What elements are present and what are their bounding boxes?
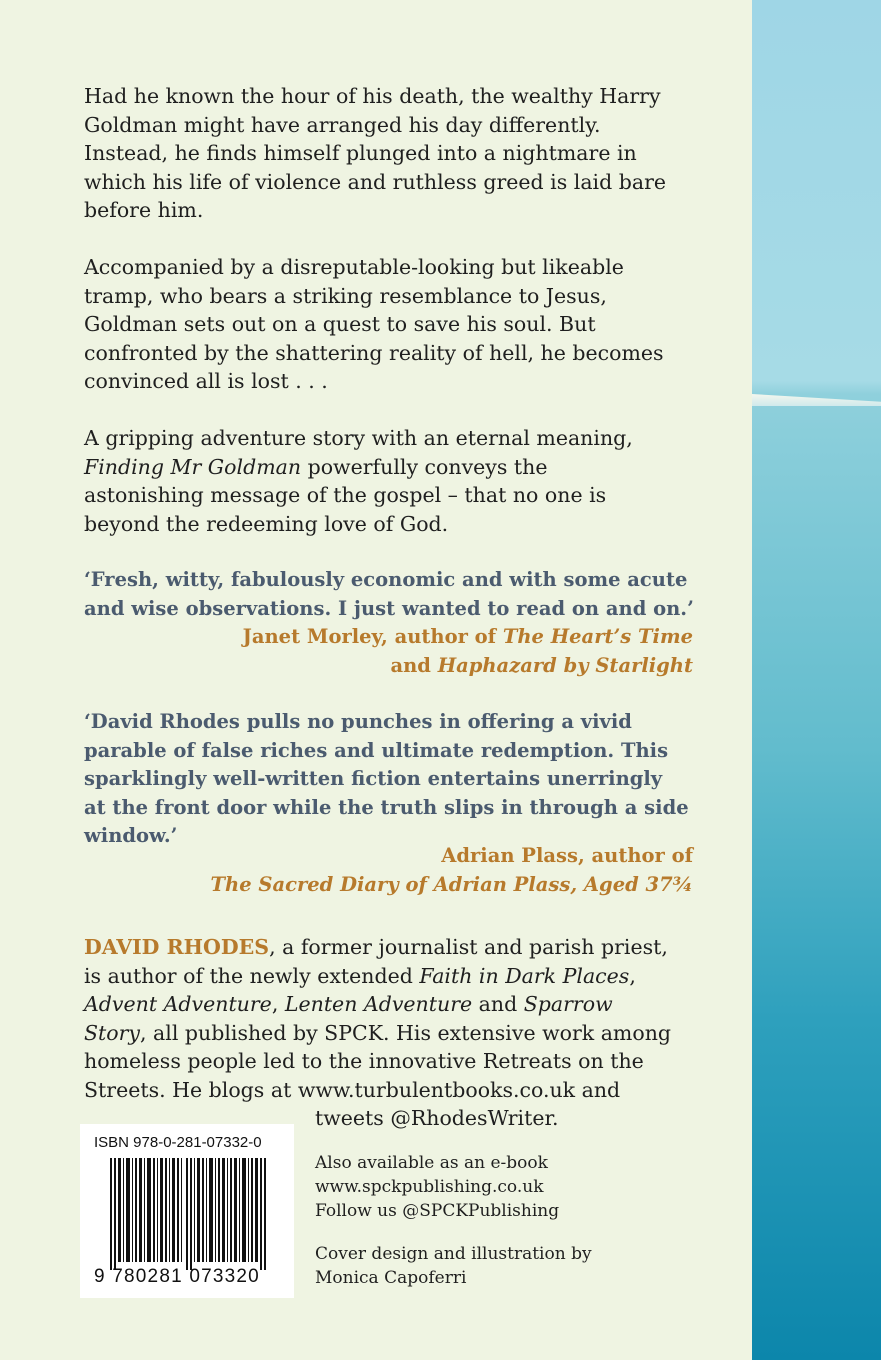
review-attribution-1 [243,623,693,680]
quote-line: ‘David Rhodes pulls no punches in offering a vivid [84,710,632,733]
review-quote-1 [84,566,694,623]
info-line: Follow us @SPCKPublishing [315,1201,560,1221]
book-title: Story [84,1020,141,1045]
blurb-paragraph-3 [84,424,694,538]
barcode-digits: 9 780281 073320 [94,1266,260,1287]
blurb-line: before him. [84,198,204,222]
blurb-paragraph-1 [84,82,694,225]
info-line: Cover design and illustration by [315,1244,592,1264]
info-line: www.spckpublishing.co.uk [315,1177,544,1197]
attribution-line [243,652,693,681]
quote-line: ‘Fresh, witty, fabulously economic and with some acute [84,568,688,591]
bio-line [84,990,694,1019]
blurb-text: powerfully conveys the [301,454,548,479]
blurb-line: Goldman sets out on a quest to save his soul. But [84,312,596,336]
bio-text: , all published by SPCK. His extensive work among [140,1020,672,1045]
bio-line [84,962,694,991]
blurb-line: astonishing message of the gospel – that no one is [84,483,607,507]
bio-line: tweets @RhodesWriter. [315,1106,559,1130]
bio-text: , [271,992,285,1016]
isbn-barcode [80,1124,294,1298]
attribution-text: Janet Morley, author of [242,625,503,648]
quote-line: at the front door while the truth slips in through a side [84,795,689,819]
book-title: Sparrow [523,992,613,1016]
cover-sea-strip [752,0,881,1360]
quote-line: window.’ [84,824,178,847]
publisher-info [315,1151,675,1223]
cover-credit [315,1242,675,1290]
review-quote-2 [84,708,694,851]
bio-line: homeless people led to the innovative Retreats on the [84,1049,644,1073]
attribution-text: and [390,653,438,677]
bio-text: is author of the newly extended [84,963,420,988]
blurb-line: Instead, he finds himself plunged into a nightmare in [84,141,637,165]
blurb-line: Accompanied by a disreputable-looking but likeable [84,255,624,279]
blurb-line: Had he known the hour of his death, the wealthy Harry [84,84,661,108]
blurb-line: convinced all is lost . . . [84,369,328,393]
book-title: Faith in Dark Places [419,963,630,988]
attribution-line: Adrian Plass, author of [441,844,693,867]
info-line: Monica Capoferri [315,1268,467,1288]
info-line: Also available as an e-book [315,1153,548,1173]
attribution-title: The Sacred Diary of Adrian Plass, Aged 37¾ [210,872,693,896]
blurb-line: confronted by the shattering reality of hell, he becomes [84,340,664,365]
attribution-title: Haphazard by Starlight [437,653,693,677]
review-attribution-2 [211,842,693,899]
blurb-paragraph-2 [84,253,694,396]
quote-line: sparklingly well-written fiction entertains unerringly [84,767,663,790]
blurb-line: which his life of violence and ruthless greed is laid bare [84,169,667,194]
isbn-number: ISBN 978-0-281-07332-0 [94,1134,262,1151]
author-name: DAVID RHODES [84,935,270,959]
author-bio [84,933,694,1104]
blurb-line: tramp, who bears a striking resemblance to Jesus, [84,283,607,308]
bio-line [84,933,694,962]
blurb-line: beyond the redeeming love of God. [84,511,449,536]
bio-text: and [472,992,524,1016]
book-title: Advent Adventure [84,992,272,1016]
book-title: Finding Mr Goldman [84,454,302,479]
blurb-line: A gripping adventure story with an eternal meaning, [84,426,633,450]
barcode-icon [110,1158,270,1270]
attribution-line [243,623,693,652]
bio-text: , a former journalist and parish priest, [269,935,668,959]
bio-line: Streets. He blogs at www.turbulentbooks.co.uk and [84,1077,621,1102]
quote-line: and wise observations. I just wanted to read on and on.’ [84,596,694,620]
bio-text: , [629,963,636,988]
bio-line [84,1019,694,1048]
book-title: Lenten Adventure [284,992,473,1016]
blurb-line: Goldman might have arranged his day differently. [84,112,601,137]
quote-line: parable of false riches and ultimate redemption. This [84,738,669,762]
attribution-title: The Heart’s Time [502,625,693,648]
blurb-line [84,453,694,482]
